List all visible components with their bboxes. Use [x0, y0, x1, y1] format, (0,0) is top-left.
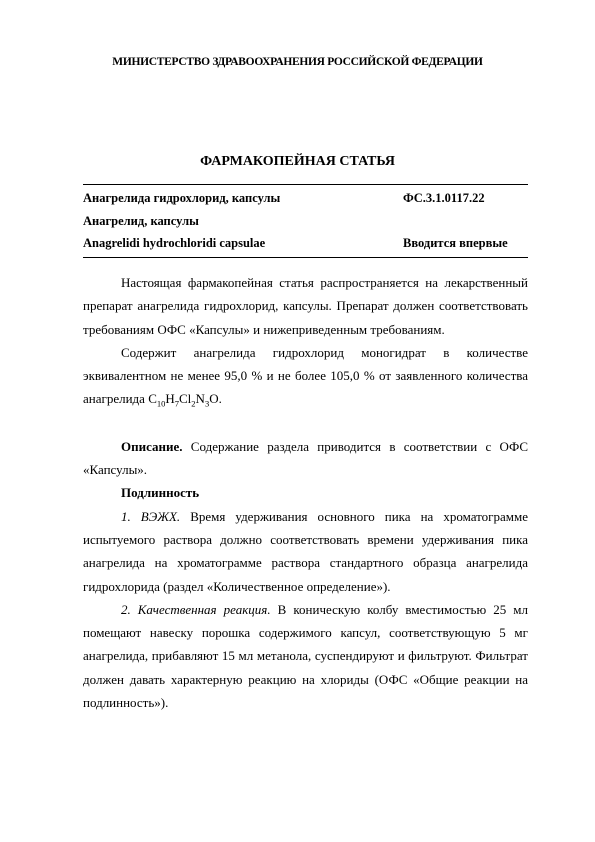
meta-row-2 [83, 214, 528, 232]
description-text: Содержание раздела приводится в соответствии с ОФС «Капсулы». [83, 438, 528, 478]
meta-row-1 [83, 191, 528, 209]
introduction-status: Вводится впервые [403, 236, 508, 250]
document-title: ФАРМАКОПЕЙНАЯ СТАТЬЯ [200, 154, 395, 169]
paragraph-qualitative-reaction [83, 598, 528, 714]
content-text: Содержит анагрелида гидрохлорид моногидрат в количестве эквивалентном не менее 95,0 % и не более 105,0 % от заявленного количества анагрелида [83, 344, 528, 407]
drug-name-ru: Анагрелида гидрохлорид, капсулы [83, 191, 281, 205]
document-code: ФС.3.1.0117.22 [403, 191, 485, 205]
section-heading-identity: Подлинность [121, 485, 200, 501]
reaction-label: 2. Качественная реакция. [121, 601, 271, 617]
meta-row-3 [83, 236, 528, 254]
paragraph-hplc [83, 505, 528, 598]
paragraph-content [83, 341, 528, 411]
ministry-header: МИНИСТЕРСТВО ЗДРАВООХРАНЕНИЯ РОССИЙСКОЙ ФЕДЕРАЦИИ [112, 56, 483, 68]
header-rule-bottom [83, 257, 528, 258]
hplc-label: 1. ВЭЖХ. [121, 508, 181, 524]
drug-name-latin: Anagrelidi hydrochloridi capsulae [83, 236, 266, 250]
document-body [83, 271, 528, 714]
paragraph-description [83, 435, 528, 482]
description-label: Описание. [121, 438, 183, 454]
header-rule-top [83, 184, 528, 185]
hplc-text: Время удерживания основного пика на хроматограмме испытуемого раствора должно соответствовать времени удерживания пика анагрелида на хроматограмме раствора стандартного образца анагрелида гидрохлорида (раздел «Количественное определение»). [83, 508, 528, 594]
chemical-formula: $C_{10}H_7Cl_2N_3O$. [148, 391, 222, 410]
reaction-text: В коническую колбу вместимостью 25 мл помещают навеску порошка содержимого капсул, соответствующую 5 мг анагрелида, прибавляют 15 мл метанола, суспендируют и фильтруют. Фильтрат должен давать характерную реакцию на хлориды (ОФС «Общие реакции на подлинность»). [83, 601, 529, 711]
paragraph-scope: Настоящая фармакопейная статья распространяется на лекарственный препарат анагрелида гидрохлорид, капсулы. Препарат должен соответствовать требованиям ОФС «Капсулы» и нижеприведенным требованиям. [83, 275, 528, 337]
drug-name-alt: Анагрелид, капсулы [83, 214, 199, 228]
